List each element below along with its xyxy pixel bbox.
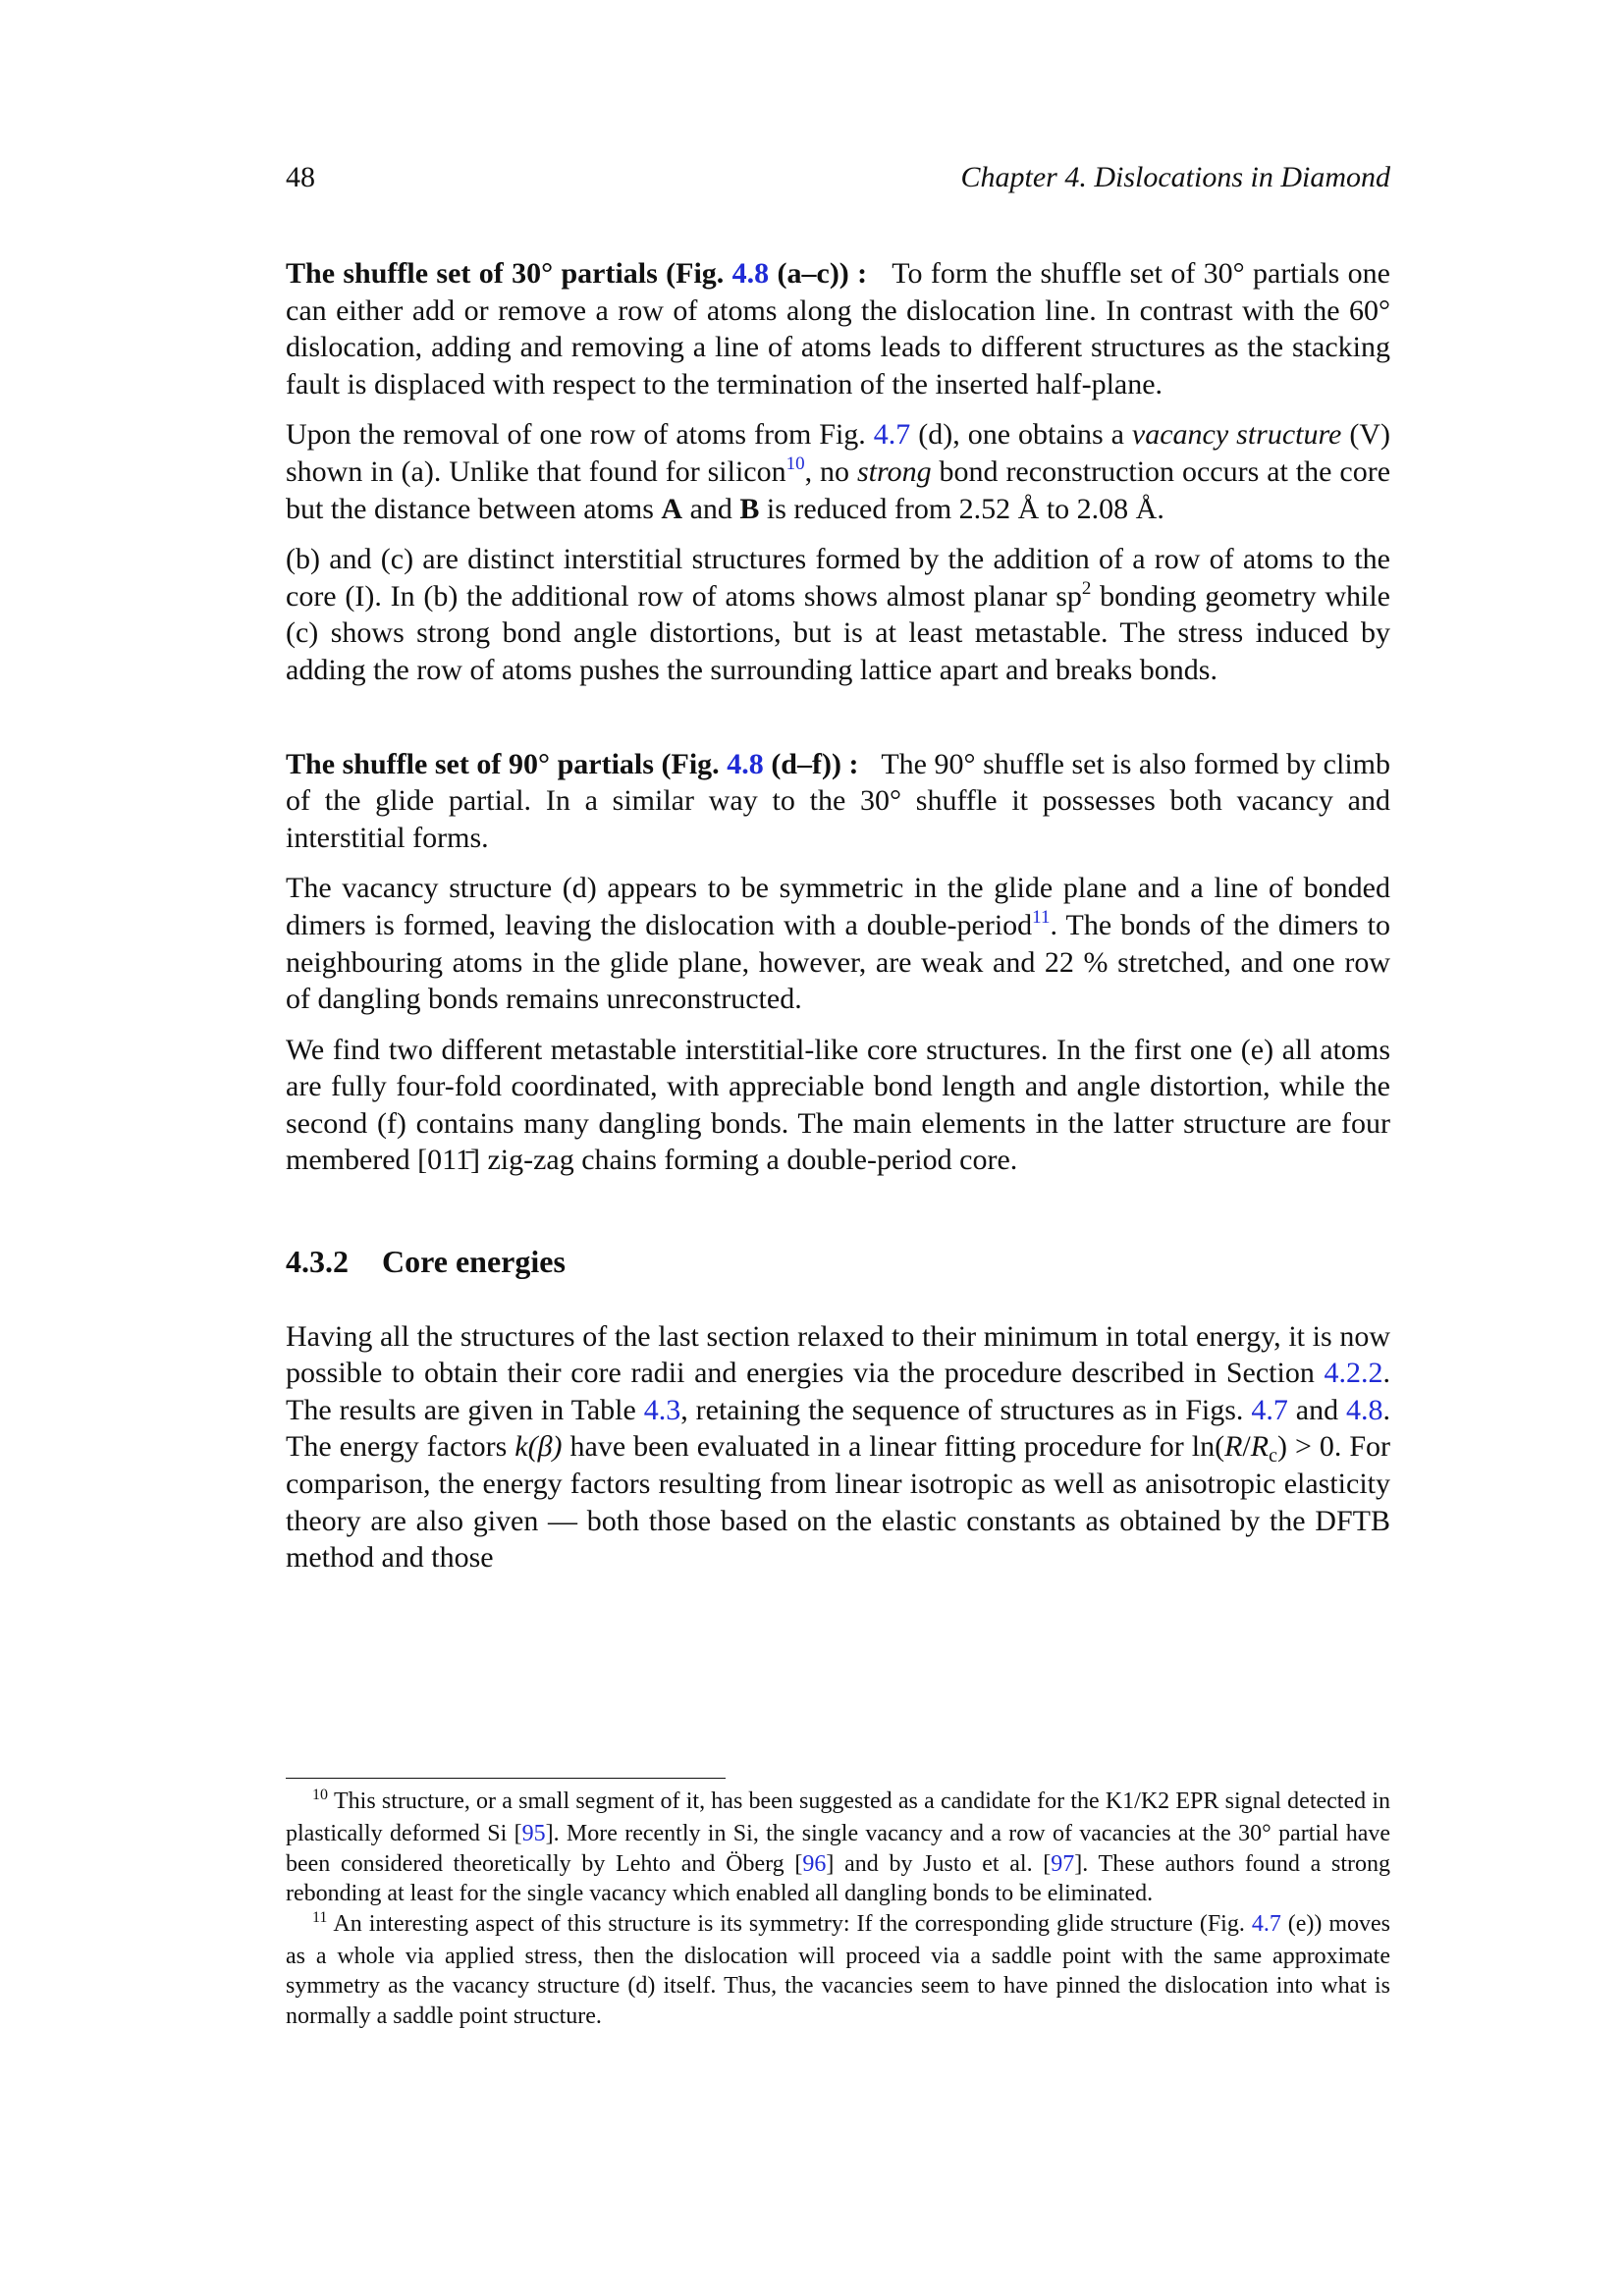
footnote-link-10[interactable]: 10 [785,453,805,474]
text: Having all the structures of the last section relaxed to their minimum in total energy, it is now possible to obtain their core radii and energies via the procedure described in Section [286,1319,1390,1390]
paragraph-heading [286,748,859,780]
atom-label-b: B [739,492,760,525]
text: An interesting aspect of this structure is its symmetry: If the corresponding glide structure (Fig. [333,1910,1252,1937]
text: is reduced from 2.52 Å to 2.08 Å. [759,492,1164,525]
text: ]. These authors found a strong rebonding at least for the single vacancy which enabled all dangling bonds to be eliminated. [286,1850,1391,1907]
figure-link[interactable]: 4.8 [1346,1393,1383,1426]
citation-link[interactable]: 96 [802,1850,827,1877]
footnote-10 [286,1787,1390,1909]
paragraph-90-shuffle-intro [286,746,1390,857]
math-slash: / [1242,1430,1251,1464]
figure-link[interactable]: 4.8 [731,257,770,290]
paragraph-text: The 90° shuffle set is also formed by climb of the glide partial. In a similar way to the 30° shuffle it possesses both vacancy and interstitial forms. [286,747,1391,854]
text: and [682,492,740,525]
footnote-rule [286,1778,726,1779]
text: . The bonds of the dimers to neighbouring atoms in the glide plane, however, are weak and 22 % stretched, and one row of dangling bonds remains unreconstructed. [286,908,1390,1016]
text: ] and by Justo et al. [ [826,1850,1052,1877]
emphasis: strong [857,454,932,488]
chapter-title: Chapter 4. Dislocations in Diamond [960,161,1390,193]
footnote-11 [286,1909,1390,2032]
text: (V) shown in (a). Unlike that found for silicon [286,418,1390,488]
citation-link[interactable]: 97 [1051,1850,1075,1877]
math-rc: R [1250,1430,1270,1464]
text: (d), one obtains a [910,418,1132,452]
footnote-mark: 10 [312,1787,328,1803]
text: and [1287,1393,1346,1426]
spacer [286,1179,1390,1244]
paragraph-vacancy-structure [286,416,1390,527]
paragraph-90-vacancy [286,870,1390,1017]
section-number: 4.3.2 [286,1244,349,1280]
heading-text: The shuffle set of 30° partials (Fig. [286,257,732,290]
text: bonding geometry while (c) shows strong bond angle distortions, but is at least metastable. The stress induced by adding the row of atoms pushes the surrounding lattice apart and breaks bonds. [286,579,1390,686]
math-r: R [1224,1430,1243,1464]
table-link[interactable]: 4.3 [643,1393,681,1426]
paragraph-90-interstitial: We find two different metastable interstitial-like core structures. In the first one (e) all atoms are fully four-fold coordinated, with appreciable bond length and angle distortion, while the second (f) contains many dangling bonds. The main elements in the latter structure are four membered [011̄] zig-zag chains forming a double-period core. [286,1033,1390,1177]
text: (b) and (c) are distinct interstitial structures formed by the addition of a row of atoms to the core (I). In (b) the additional row of atoms shows almost planar sp [286,543,1390,613]
heading-text: (d–f)) : [763,747,859,780]
section-heading [286,1244,1390,1281]
text: . The results are given in Table [286,1357,1390,1426]
figure-link[interactable]: 4.8 [727,747,764,780]
paragraph-30-shuffle-intro [286,255,1390,402]
paragraph-heading [286,257,867,290]
text: This structure, or a small segment of it, has been suggested as a candidate for the K1/K2 EPR signal detected in plastically deformed Si [ [286,1789,1390,1847]
text: ) > 0. For comparison, the energy factors resulting from linear isotropic as well as anisotropic elasticity theory are also given — both those based on the elastic constants as obtained by the DFTB method and those [286,1430,1390,1575]
emphasis: vacancy structure [1131,418,1342,452]
heading-text: The shuffle set of 90° partials (Fig. [286,747,728,780]
footnote-link-11[interactable]: 11 [1032,906,1051,928]
heading-text: (a–c)) : [769,257,868,290]
page-number: 48 [286,161,315,193]
footnotes [286,1787,1390,2031]
section-title: Core energies [382,1244,566,1280]
spacer [286,1281,1390,1318]
section-link[interactable]: 4.2.2 [1324,1357,1383,1390]
text: (e)) moves as a whole via applied stress, then the dislocation will proceed via a saddle point with the same approximate symmetry as the vacancy structure (d) itself. Thus, the vacancies seem to have pinned the dislocation into what is normally a saddle point structure. [286,1910,1391,2029]
footnote-mark: 11 [312,1908,328,1926]
math-k-beta: k(β) [514,1430,563,1464]
paragraph-text: To form the shuffle set of 30° partials one can either add or remove a row of atoms along the dislocation line. In contrast with the 60° dislocation, adding and removing a line of atoms leads to different structures as the stacking fault is displaced with respect to the termination of the inserted half-plane. [286,257,1390,400]
text: Upon the removal of one row of atoms from Fig. [286,418,874,452]
text: , no [804,454,857,488]
text: have been evaluated in a linear fitting procedure for ln( [562,1430,1225,1464]
paragraph-interstitial-structures [286,541,1390,688]
subscript: c [1269,1445,1277,1468]
paragraph-core-energies [286,1318,1390,1576]
atom-label-a: A [661,492,683,525]
figure-link[interactable]: 4.7 [1251,1910,1281,1937]
figure-link[interactable]: 4.7 [1251,1393,1288,1426]
superscript: 2 [1081,577,1092,599]
citation-link[interactable]: 95 [521,1821,546,1847]
text: . The energy factors [286,1393,1390,1464]
text: bond reconstruction occurs at the core but the distance between atoms [286,454,1391,525]
text: , retaining the sequence of structures as in Figs. [680,1393,1252,1426]
text: ]. More recently in Si, the single vacancy and a row of vacancies at the 30° partial have been considered theoretically by Lehto and Öberg [ [286,1821,1391,1877]
spacer [286,689,1390,746]
text: The vacancy structure (d) appears to be symmetric in the glide plane and a line of bonded dimers is formed, leaving the dislocation with a double-period [286,872,1390,941]
main-text [286,255,1390,1576]
figure-link[interactable]: 4.7 [873,418,911,452]
